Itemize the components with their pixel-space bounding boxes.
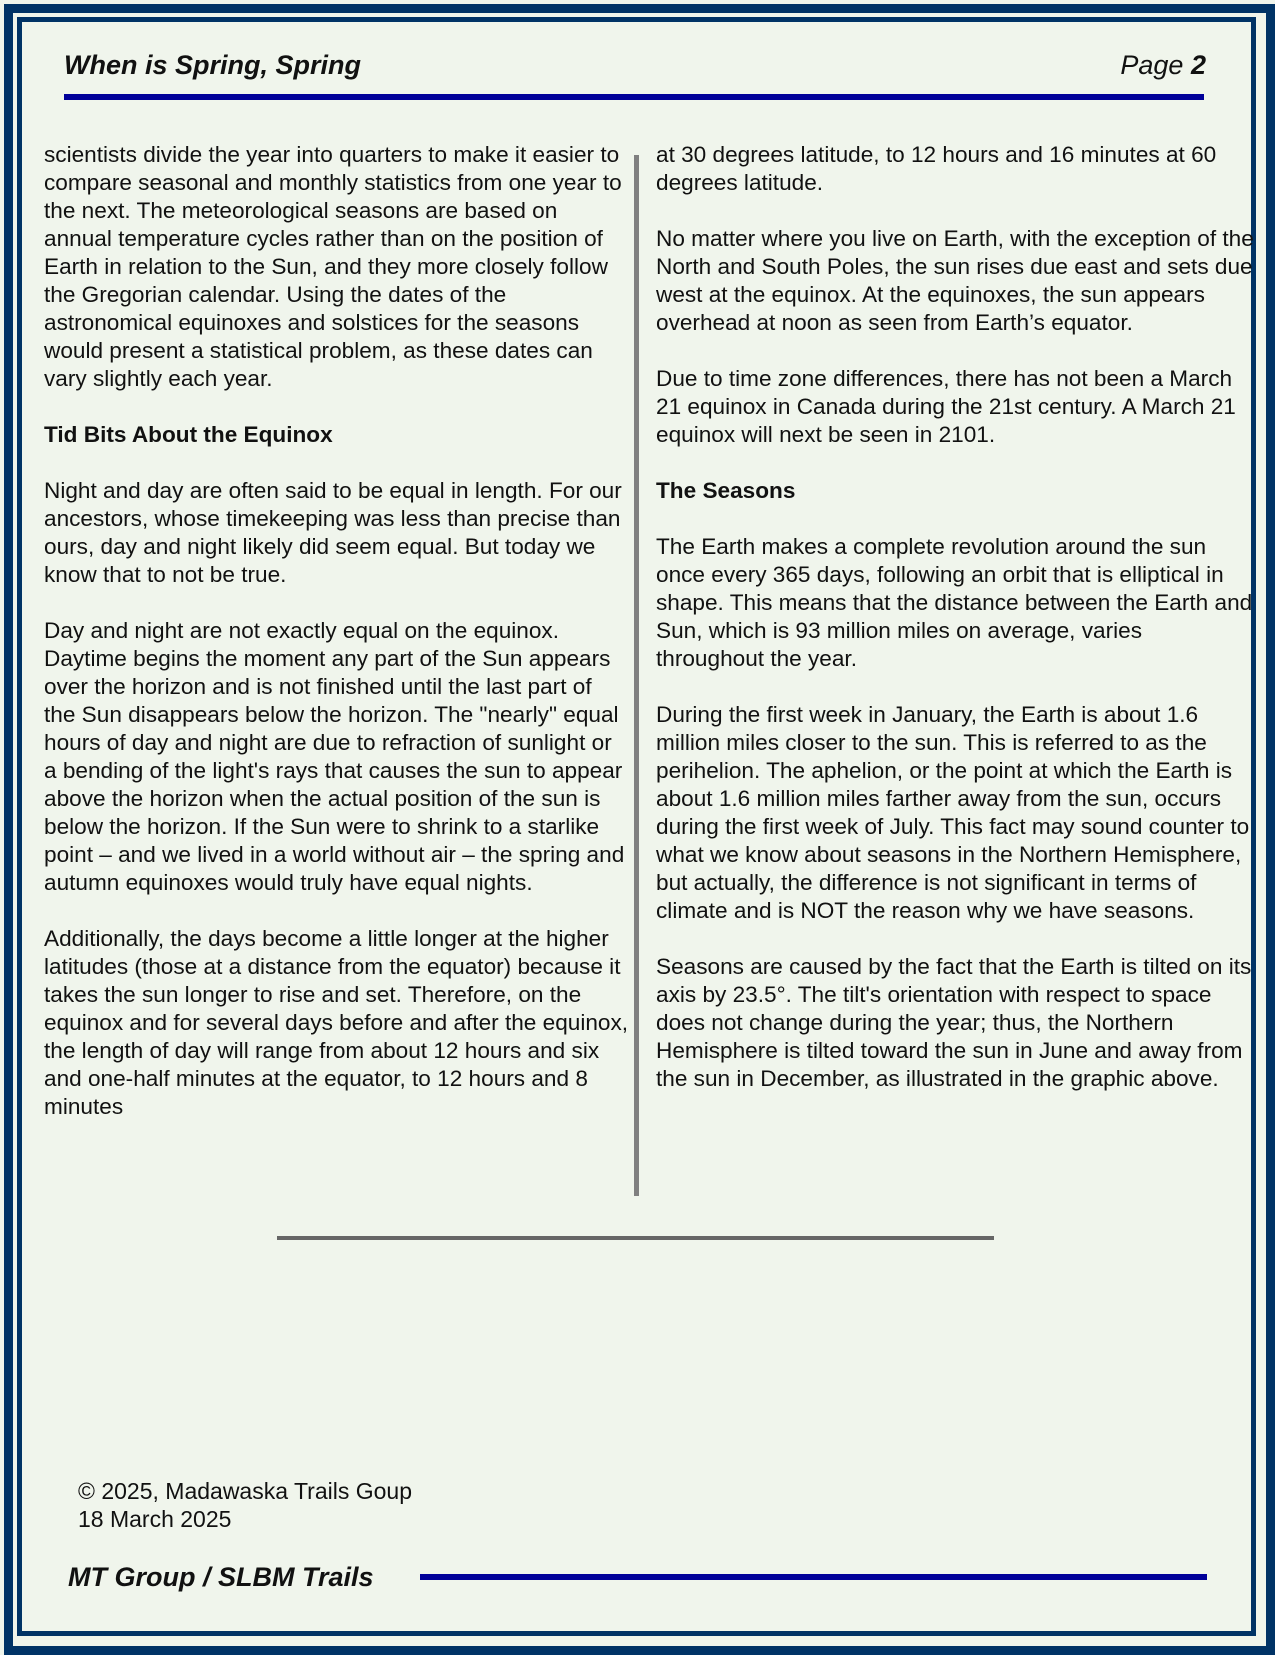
paragraph: Seasons are caused by the fact that the Earth is tilted on its axis by 23.5°. The tilt's orientation with respect to space does not change during the year; thus, the Northern Hemisphere is tilted toward the sun in June and away from the sun in December, as illustrated in the graphic above. <box>656 954 1252 1091</box>
paragraph: The Earth makes a complete revolution around the sun once every 365 days, following an orbit that is elliptical in shape. This means that the distance between the Earth and Sun, which is 93 million miles on average, varies throughout the year. <box>656 534 1253 671</box>
page-number <box>1120 50 1206 81</box>
paragraph: Due to time zone differences, there has not been a March 21 equinox in Canada during the 21st century. A March 21 equinox will next be seen in 2101. <box>656 366 1236 447</box>
paragraph: at 30 degrees latitude, to 12 hours and 16 minutes at 60 degrees latitude. <box>656 142 1217 195</box>
paragraph: Additionally, the days become a little longer at the higher latitudes (those at a distance from the equator) because it takes the sun longer to rise and set. Therefore, on the equinox and for several days before and after the equinox, the length of day will range from about 12 hours and six and one-half minutes at the equator, to 12 hours and 8 minutes <box>44 926 629 1119</box>
publication-date: 18 March 2025 <box>78 1506 232 1532</box>
section-divider-rule <box>277 1236 994 1240</box>
footer-rule <box>420 1574 1207 1580</box>
page-number-value: 2 <box>1190 50 1206 80</box>
copyright-text: © 2025, Madawaska Trails Goup <box>78 1478 413 1504</box>
section-heading-equinox: Tid Bits About the Equinox <box>44 422 333 447</box>
paragraph: Night and day are often said to be equal in length. For our ancestors, whose timekeeping was less than precise than ours, day and night likely did seem equal. But today we know that to not be true. <box>44 478 622 587</box>
paragraph: During the first week in January, the Earth is about 1.6 million miles closer to the sun. This is referred to as the perihelion. The aphelion, or the point at which the Earth is about 1.6 million miles farther away from the sun, occurs during the first week of July. This fact may sound counter to what we know about seasons in the Northern Hemisphere, but actually, the difference is not significant in terms of climate and is NOT the reason why we have seasons. <box>656 702 1250 923</box>
page-label: Page <box>1120 50 1184 80</box>
paragraph: scientists divide the year into quarters to make it easier to compare seasonal and monthly statistics from one year to the next. The meteorological seasons are based on annual temperature cycles rather than on the position of Earth in relation to the Sun, and they more closely follow the Gregorian calendar. Using the dates of the astronomical equinoxes and solstices for the seasons would present a statistical problem, as these dates can vary slightly each year. <box>44 142 622 391</box>
header-title: When is Spring, Spring <box>64 50 361 80</box>
header-rule <box>64 94 1204 100</box>
footer-title: MT Group / SLBM Trails <box>68 1562 374 1592</box>
left-column <box>44 141 629 1149</box>
paragraph: Day and night are not exactly equal on the equinox. Daytime begins the moment any part of the Sun appears over the horizon and is not finished until the last part of the Sun disappears below the horizon. The "nearly" equal hours of day and night are due to refraction of sunlight or a bending of the light's rays that causes the sun to appear above the horizon when the actual position of the sun is below the horizon. If the Sun were to shrink to a starlike point – and we lived in a world without air – the spring and autumn equinoxes would truly have equal nights. <box>44 618 625 895</box>
right-column <box>656 141 1256 1121</box>
copyright-block <box>78 1477 412 1533</box>
section-heading-seasons: The Seasons <box>656 478 796 503</box>
paragraph: No matter where you live on Earth, with the exception of the North and South Poles, the sun rises due east and sets due west at the equinox. At the equinoxes, the sun appears overhead at noon as seen from Earth’s equator. <box>656 226 1254 335</box>
column-divider <box>634 155 639 1196</box>
